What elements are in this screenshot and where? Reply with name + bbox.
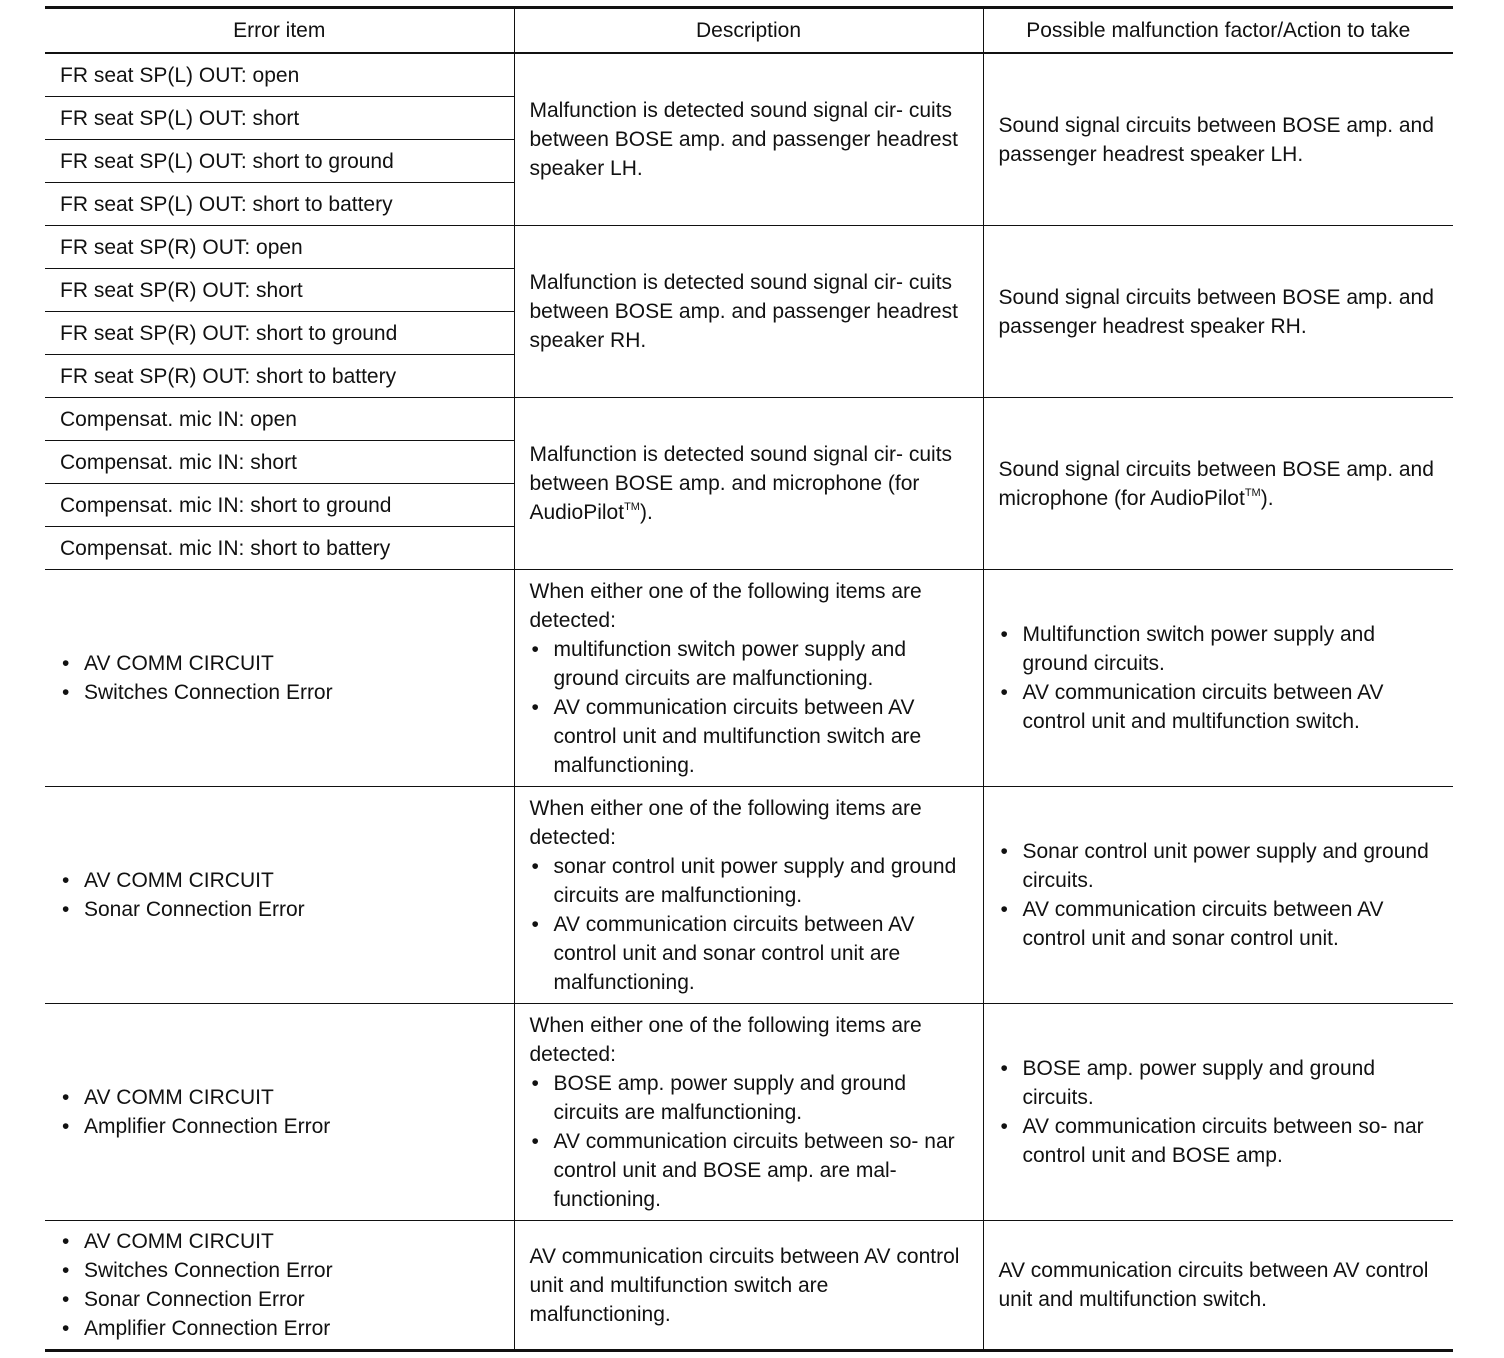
list-item: • BOSE amp. power supply and ground circuits. bbox=[999, 1054, 1439, 1112]
description-cell bbox=[514, 1004, 983, 1221]
header-error-item: Error item bbox=[45, 8, 514, 54]
description-cell bbox=[514, 398, 983, 570]
description-cell: Malfunction is detected sound signal cir- cuits between BOSE amp. and passenger headrest speaker LH. bbox=[514, 53, 983, 226]
list-item: • AV communication circuits between AV control unit and sonar control unit. bbox=[999, 895, 1439, 953]
error-item-cell bbox=[45, 787, 514, 1004]
action-cell: AV communication circuits between AV control unit and multifunction switch. bbox=[983, 1221, 1453, 1351]
trademark-mark: TM bbox=[1244, 486, 1261, 499]
action-list bbox=[999, 837, 1439, 953]
action-text-end: ). bbox=[1260, 486, 1274, 510]
error-item-cell: FR seat SP(R) OUT: short to ground bbox=[45, 312, 514, 355]
list-item: • Sonar Connection Error bbox=[60, 1285, 499, 1314]
list-item: • AV COMM CIRCUIT bbox=[60, 649, 499, 678]
table-row bbox=[45, 398, 1453, 441]
description-intro: When either one of the following items are detected: bbox=[529, 1013, 922, 1066]
list-item: • Switches Connection Error bbox=[60, 1256, 499, 1285]
description-list bbox=[530, 1069, 968, 1214]
list-item: • AV COMM CIRCUIT bbox=[60, 866, 499, 895]
error-item-cell: FR seat SP(L) OUT: open bbox=[45, 53, 514, 97]
action-list bbox=[999, 620, 1439, 736]
description-cell bbox=[514, 570, 983, 787]
action-cell bbox=[983, 570, 1453, 787]
action-cell bbox=[983, 1004, 1453, 1221]
list-item: • Multifunction switch power supply and ground circuits. bbox=[999, 620, 1439, 678]
list-item: • multifunction switch power supply and ground circuits are malfunctioning. bbox=[530, 635, 968, 693]
description-text-end: ). bbox=[639, 501, 653, 524]
list-item: • AV COMM CIRCUIT bbox=[60, 1227, 499, 1256]
list-item: • BOSE amp. power supply and ground circuits are malfunctioning. bbox=[530, 1069, 968, 1127]
description-list bbox=[530, 852, 968, 997]
description-intro: When either one of the following items are detected: bbox=[529, 796, 922, 849]
error-item-list bbox=[60, 649, 499, 707]
error-item-cell: FR seat SP(R) OUT: short to battery bbox=[45, 355, 514, 398]
list-item: • AV communication circuits between AV control unit and multifunction switch are malfunctioning. bbox=[530, 693, 968, 780]
error-item-cell: FR seat SP(L) OUT: short to ground bbox=[45, 140, 514, 183]
description-list bbox=[530, 635, 968, 780]
description-cell bbox=[514, 787, 983, 1004]
description-text: Malfunction is detected sound signal cir- cuits between BOSE amp. and microphone (for AudioPilot bbox=[529, 443, 953, 524]
action-cell bbox=[983, 787, 1453, 1004]
header-description: Description bbox=[514, 8, 983, 54]
error-item-cell: Compensat. mic IN: short to ground bbox=[45, 484, 514, 527]
error-item-list bbox=[60, 866, 499, 924]
action-cell: Sound signal circuits between BOSE amp. and passenger headrest speaker LH. bbox=[983, 53, 1453, 226]
error-item-cell: FR seat SP(L) OUT: short to battery bbox=[45, 183, 514, 226]
header-row bbox=[45, 8, 1453, 54]
list-item: • AV communication circuits between so- nar control unit and BOSE amp. bbox=[999, 1112, 1439, 1170]
error-item-cell bbox=[45, 570, 514, 787]
table-row bbox=[45, 226, 1453, 269]
error-item-list bbox=[60, 1083, 499, 1141]
table-row bbox=[45, 1221, 1453, 1351]
error-item-cell: Compensat. mic IN: short bbox=[45, 441, 514, 484]
error-item-list bbox=[60, 1227, 499, 1343]
action-cell bbox=[983, 398, 1453, 570]
error-item-table bbox=[45, 6, 1453, 1352]
error-item-cell: FR seat SP(R) OUT: open bbox=[45, 226, 514, 269]
action-list bbox=[999, 1054, 1439, 1170]
table-row bbox=[45, 1004, 1453, 1221]
error-item-cell: FR seat SP(R) OUT: short bbox=[45, 269, 514, 312]
error-item-cell bbox=[45, 1004, 514, 1221]
table-row bbox=[45, 787, 1453, 1004]
table-row bbox=[45, 570, 1453, 787]
table-row bbox=[45, 53, 1453, 97]
list-item: • Amplifier Connection Error bbox=[60, 1112, 499, 1141]
error-item-cell: Compensat. mic IN: open bbox=[45, 398, 514, 441]
list-item: • AV communication circuits between AV control unit and sonar control unit are malfunctioning. bbox=[530, 910, 968, 997]
action-cell: Sound signal circuits between BOSE amp. and passenger headrest speaker RH. bbox=[983, 226, 1453, 398]
list-item: • AV communication circuits between so- nar control unit and BOSE amp. are mal- functioning. bbox=[530, 1127, 968, 1214]
error-item-cell: Compensat. mic IN: short to battery bbox=[45, 527, 514, 570]
description-intro: When either one of the following items are detected: bbox=[529, 579, 922, 632]
list-item: • Amplifier Connection Error bbox=[60, 1314, 499, 1343]
error-item-cell: FR seat SP(L) OUT: short bbox=[45, 97, 514, 140]
list-item: • sonar control unit power supply and ground circuits are malfunctioning. bbox=[530, 852, 968, 910]
error-item-cell bbox=[45, 1221, 514, 1351]
list-item: • AV communication circuits between AV control unit and multifunction switch. bbox=[999, 678, 1439, 736]
list-item: • Switches Connection Error bbox=[60, 678, 499, 707]
description-cell: Malfunction is detected sound signal cir- cuits between BOSE amp. and passenger headrest speaker RH. bbox=[514, 226, 983, 398]
action-text: Sound signal circuits between BOSE amp. and microphone (for AudioPilot bbox=[998, 457, 1434, 510]
list-item: • Sonar control unit power supply and ground circuits. bbox=[999, 837, 1439, 895]
trademark-mark: TM bbox=[624, 501, 640, 513]
header-action: Possible malfunction factor/Action to take bbox=[983, 8, 1453, 54]
description-cell: AV communication circuits between AV control unit and multifunction switch are malfunctioning. bbox=[514, 1221, 983, 1351]
list-item: • Sonar Connection Error bbox=[60, 895, 499, 924]
list-item: • AV COMM CIRCUIT bbox=[60, 1083, 499, 1112]
